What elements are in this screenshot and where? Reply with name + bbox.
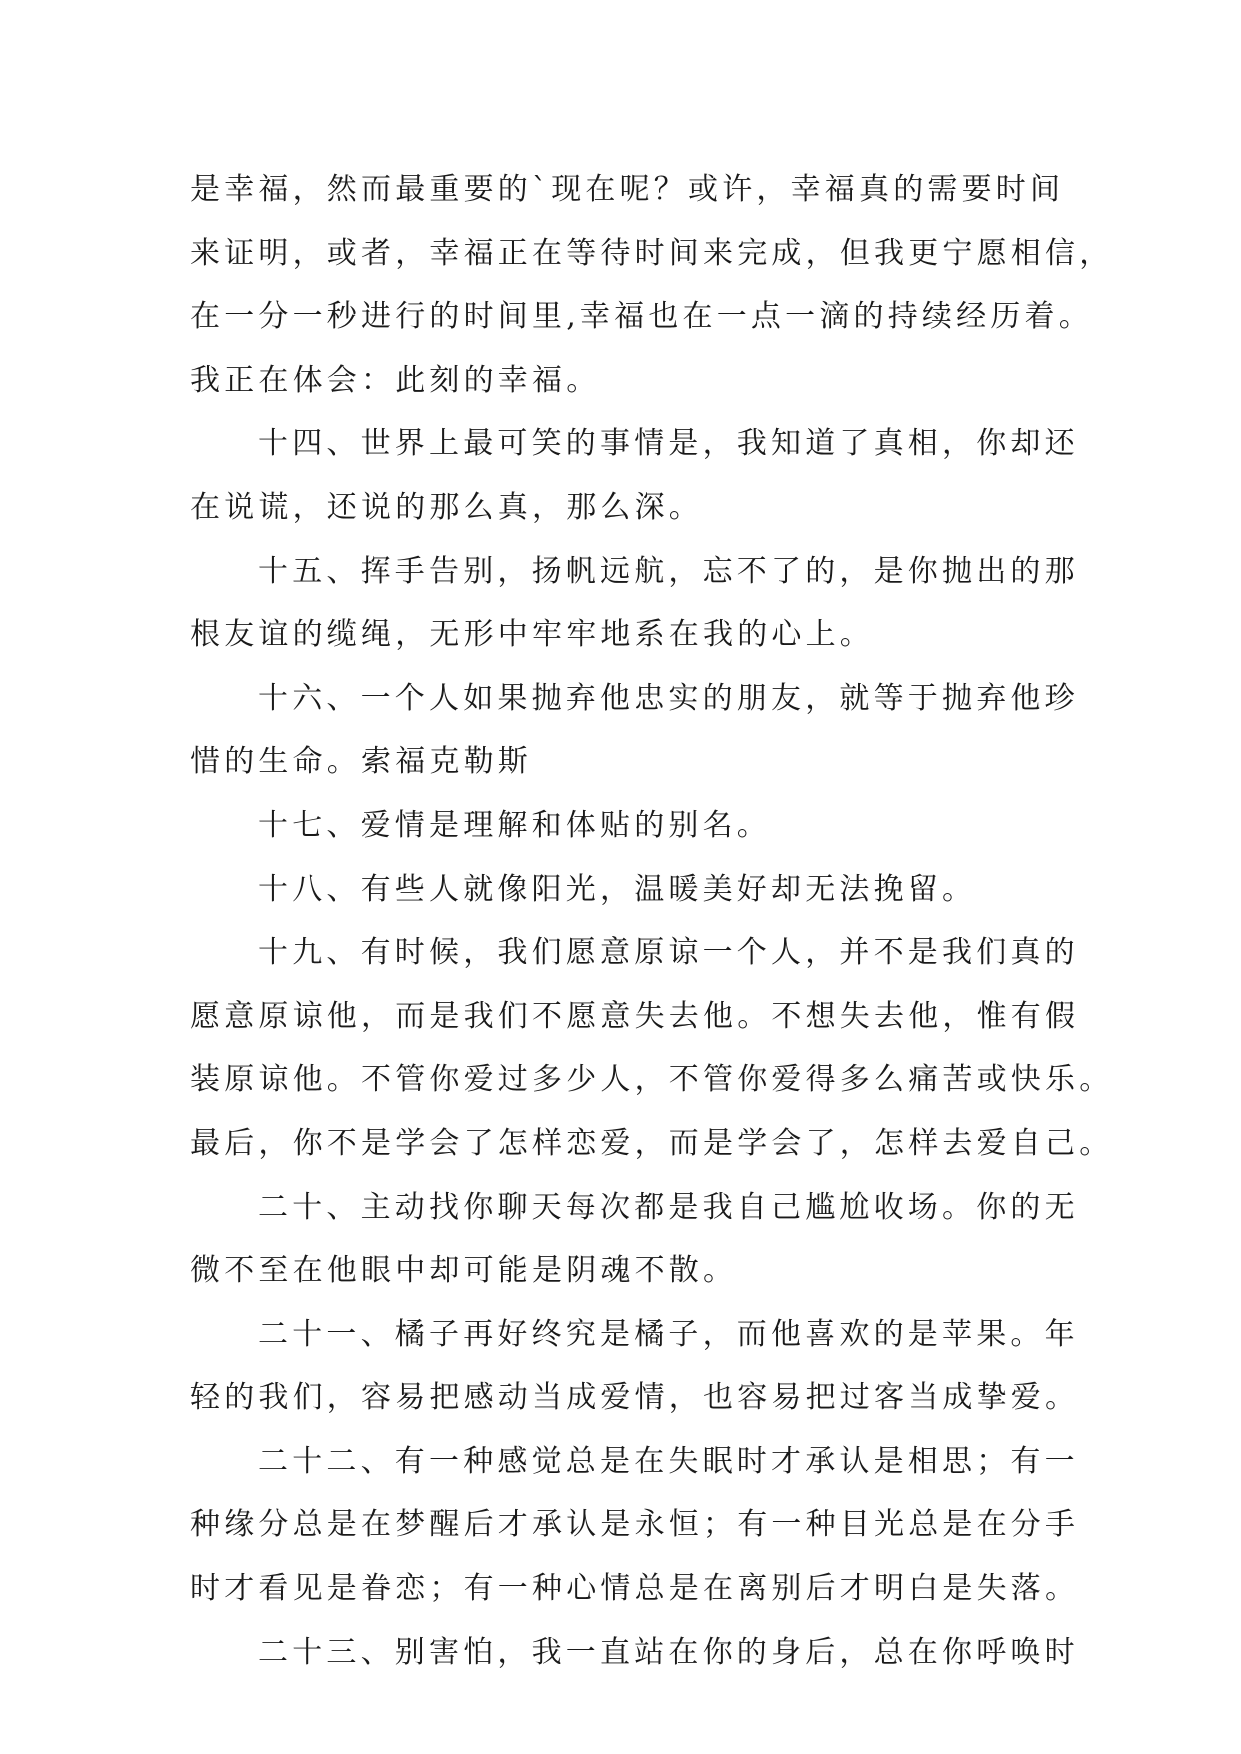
text-line: 是幸福，然而最重要的`现在呢？或许，幸福真的需要时间 <box>190 172 1065 207</box>
text-line: 十五、挥手告别，扬帆远航，忘不了的，是你抛出的那 <box>258 553 1079 589</box>
text-line: 二十三、别害怕，我一直站在你的身后，总在你呼唤时 <box>258 1634 1079 1670</box>
text-line: 根友谊的缆绳，无形中牢牢地系在我的心上。 <box>190 617 874 653</box>
text-line: 来证明，或者，幸福正在等待时间来完成，但我更宁愿相信， <box>190 235 1114 271</box>
text-line: 在说谎，还说的那么真，那么深。 <box>190 489 703 525</box>
text-line: 十六、一个人如果抛弃他忠实的朋友，就等于抛弃他珍 <box>258 680 1079 716</box>
text-line: 装原谅他。不管你爱过多少人，不管你爱得多么痛苦或快乐。 <box>190 1062 1114 1098</box>
text-line: 最后，你不是学会了怎样恋爱，而是学会了，怎样去爱自己。 <box>190 1125 1114 1161</box>
text-line: 十四、世界上最可笑的事情是，我知道了真相，你却还 <box>258 426 1079 462</box>
text-line: 微不至在他眼中却可能是阴魂不散。 <box>190 1253 738 1289</box>
body-text <box>190 158 1114 1684</box>
text-line: 我正在体会：此刻的幸福。 <box>190 362 601 398</box>
text-line: 十八、有些人就像阳光，温暖美好却无法挽留。 <box>258 871 977 907</box>
text-line: 十七、爱情是理解和体贴的别名。 <box>258 807 771 843</box>
text-line: 二十、主动找你聊天每次都是我自己尴尬收场。你的无 <box>258 1189 1079 1225</box>
text-line: 惜的生命。索福克勒斯 <box>190 744 532 780</box>
text-line: 二十二、有一种感觉总是在失眠时才承认是相思；有一 <box>258 1443 1079 1479</box>
text-line: 在一分一秒进行的时间里,幸福也在一点一滴的持续经历着。 <box>190 299 1093 335</box>
text-line: 种缘分总是在梦醒后才承认是永恒；有一种目光总是在分手 <box>190 1507 1080 1543</box>
text-line: 轻的我们，容易把感动当成爱情，也容易把过客当成挚爱。 <box>190 1380 1080 1416</box>
text-line: 时才看见是眷恋；有一种心情总是在离别后才明白是失落。 <box>190 1571 1080 1607</box>
text-line: 愿意原谅他，而是我们不愿意失去他。不想失去他，惟有假 <box>190 998 1080 1034</box>
text-line: 十九、有时候，我们愿意原谅一个人，并不是我们真的 <box>258 935 1079 971</box>
text-line: 二十一、橘子再好终究是橘子，而他喜欢的是苹果。年 <box>258 1316 1079 1352</box>
